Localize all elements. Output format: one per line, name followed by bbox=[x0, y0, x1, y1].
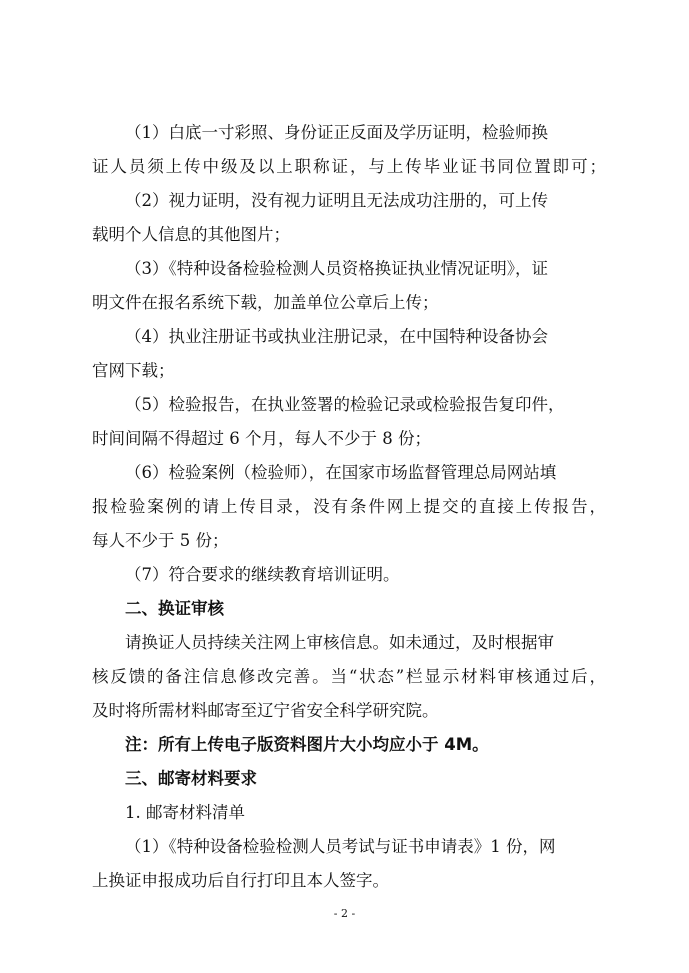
mailing-item-1-line-1: （1）《特种设备检验检测人员考试与证书申请表》1 份，网 bbox=[125, 837, 556, 856]
section-heading-review: 二、换证审核 bbox=[125, 599, 224, 618]
item-4-line-1: （4）执业注册证书或执业注册记录，在中国特种设备协会 bbox=[125, 327, 548, 346]
item-1-line-1: （1）白底一寸彩照、身份证正反面及学历证明，检验师换 bbox=[125, 123, 548, 142]
item-1-line-2: 证人员须上传中级及以上职称证，与上传毕业证书同位置即可； bbox=[92, 157, 606, 176]
mailing-list-title: 1. 邮寄材料清单 bbox=[125, 803, 245, 822]
item-6-line-2: 报检验案例的请上传目录，没有条件网上提交的直接上传报告， bbox=[92, 497, 606, 516]
item-3-line-1: （3）《特种设备检验检测人员资格换证执业情况证明》，证 bbox=[125, 259, 548, 278]
mailing-item-1-line-2: 上换证申报成功后自行打印且本人签字。 bbox=[92, 871, 389, 890]
review-paragraph-line-1: 请换证人员持续关注网上审核信息。如未通过，及时根据审 bbox=[125, 633, 554, 652]
item-7-line-1: （7）符合要求的继续教育培训证明。 bbox=[125, 565, 400, 584]
item-5-line-1: （5）检验报告，在执业签署的检验记录或检验报告复印件， bbox=[125, 395, 565, 414]
section-heading-mailing: 三、邮寄材料要求 bbox=[125, 769, 257, 788]
item-5-line-2: 时间间隔不得超过 6 个月，每人不少于 8 份； bbox=[92, 429, 431, 448]
item-2-line-1: （2）视力证明，没有视力证明且无法成功注册的，可上传 bbox=[125, 191, 548, 210]
item-3-line-2: 明文件在报名系统下载，加盖单位公章后上传； bbox=[92, 293, 439, 312]
item-4-line-2: 官网下载； bbox=[92, 361, 175, 380]
review-paragraph-line-2: 核反馈的备注信息修改完善。当“状态”栏显示材料审核通过后， bbox=[92, 667, 606, 686]
item-2-line-2: 载明个人信息的其他图片； bbox=[92, 225, 290, 244]
page-number: - 2 - bbox=[333, 907, 356, 920]
item-6-line-1: （6）检验案例（检验师），在国家市场监督管理总局网站填 bbox=[125, 463, 557, 482]
review-paragraph-line-3: 及时将所需材料邮寄至辽宁省安全科学研究院。 bbox=[92, 701, 439, 720]
item-6-line-3: 每人不少于 5 份； bbox=[92, 531, 229, 550]
note-line: 注：所有上传电子版资料图片大小均应小于 4M。 bbox=[125, 735, 489, 754]
